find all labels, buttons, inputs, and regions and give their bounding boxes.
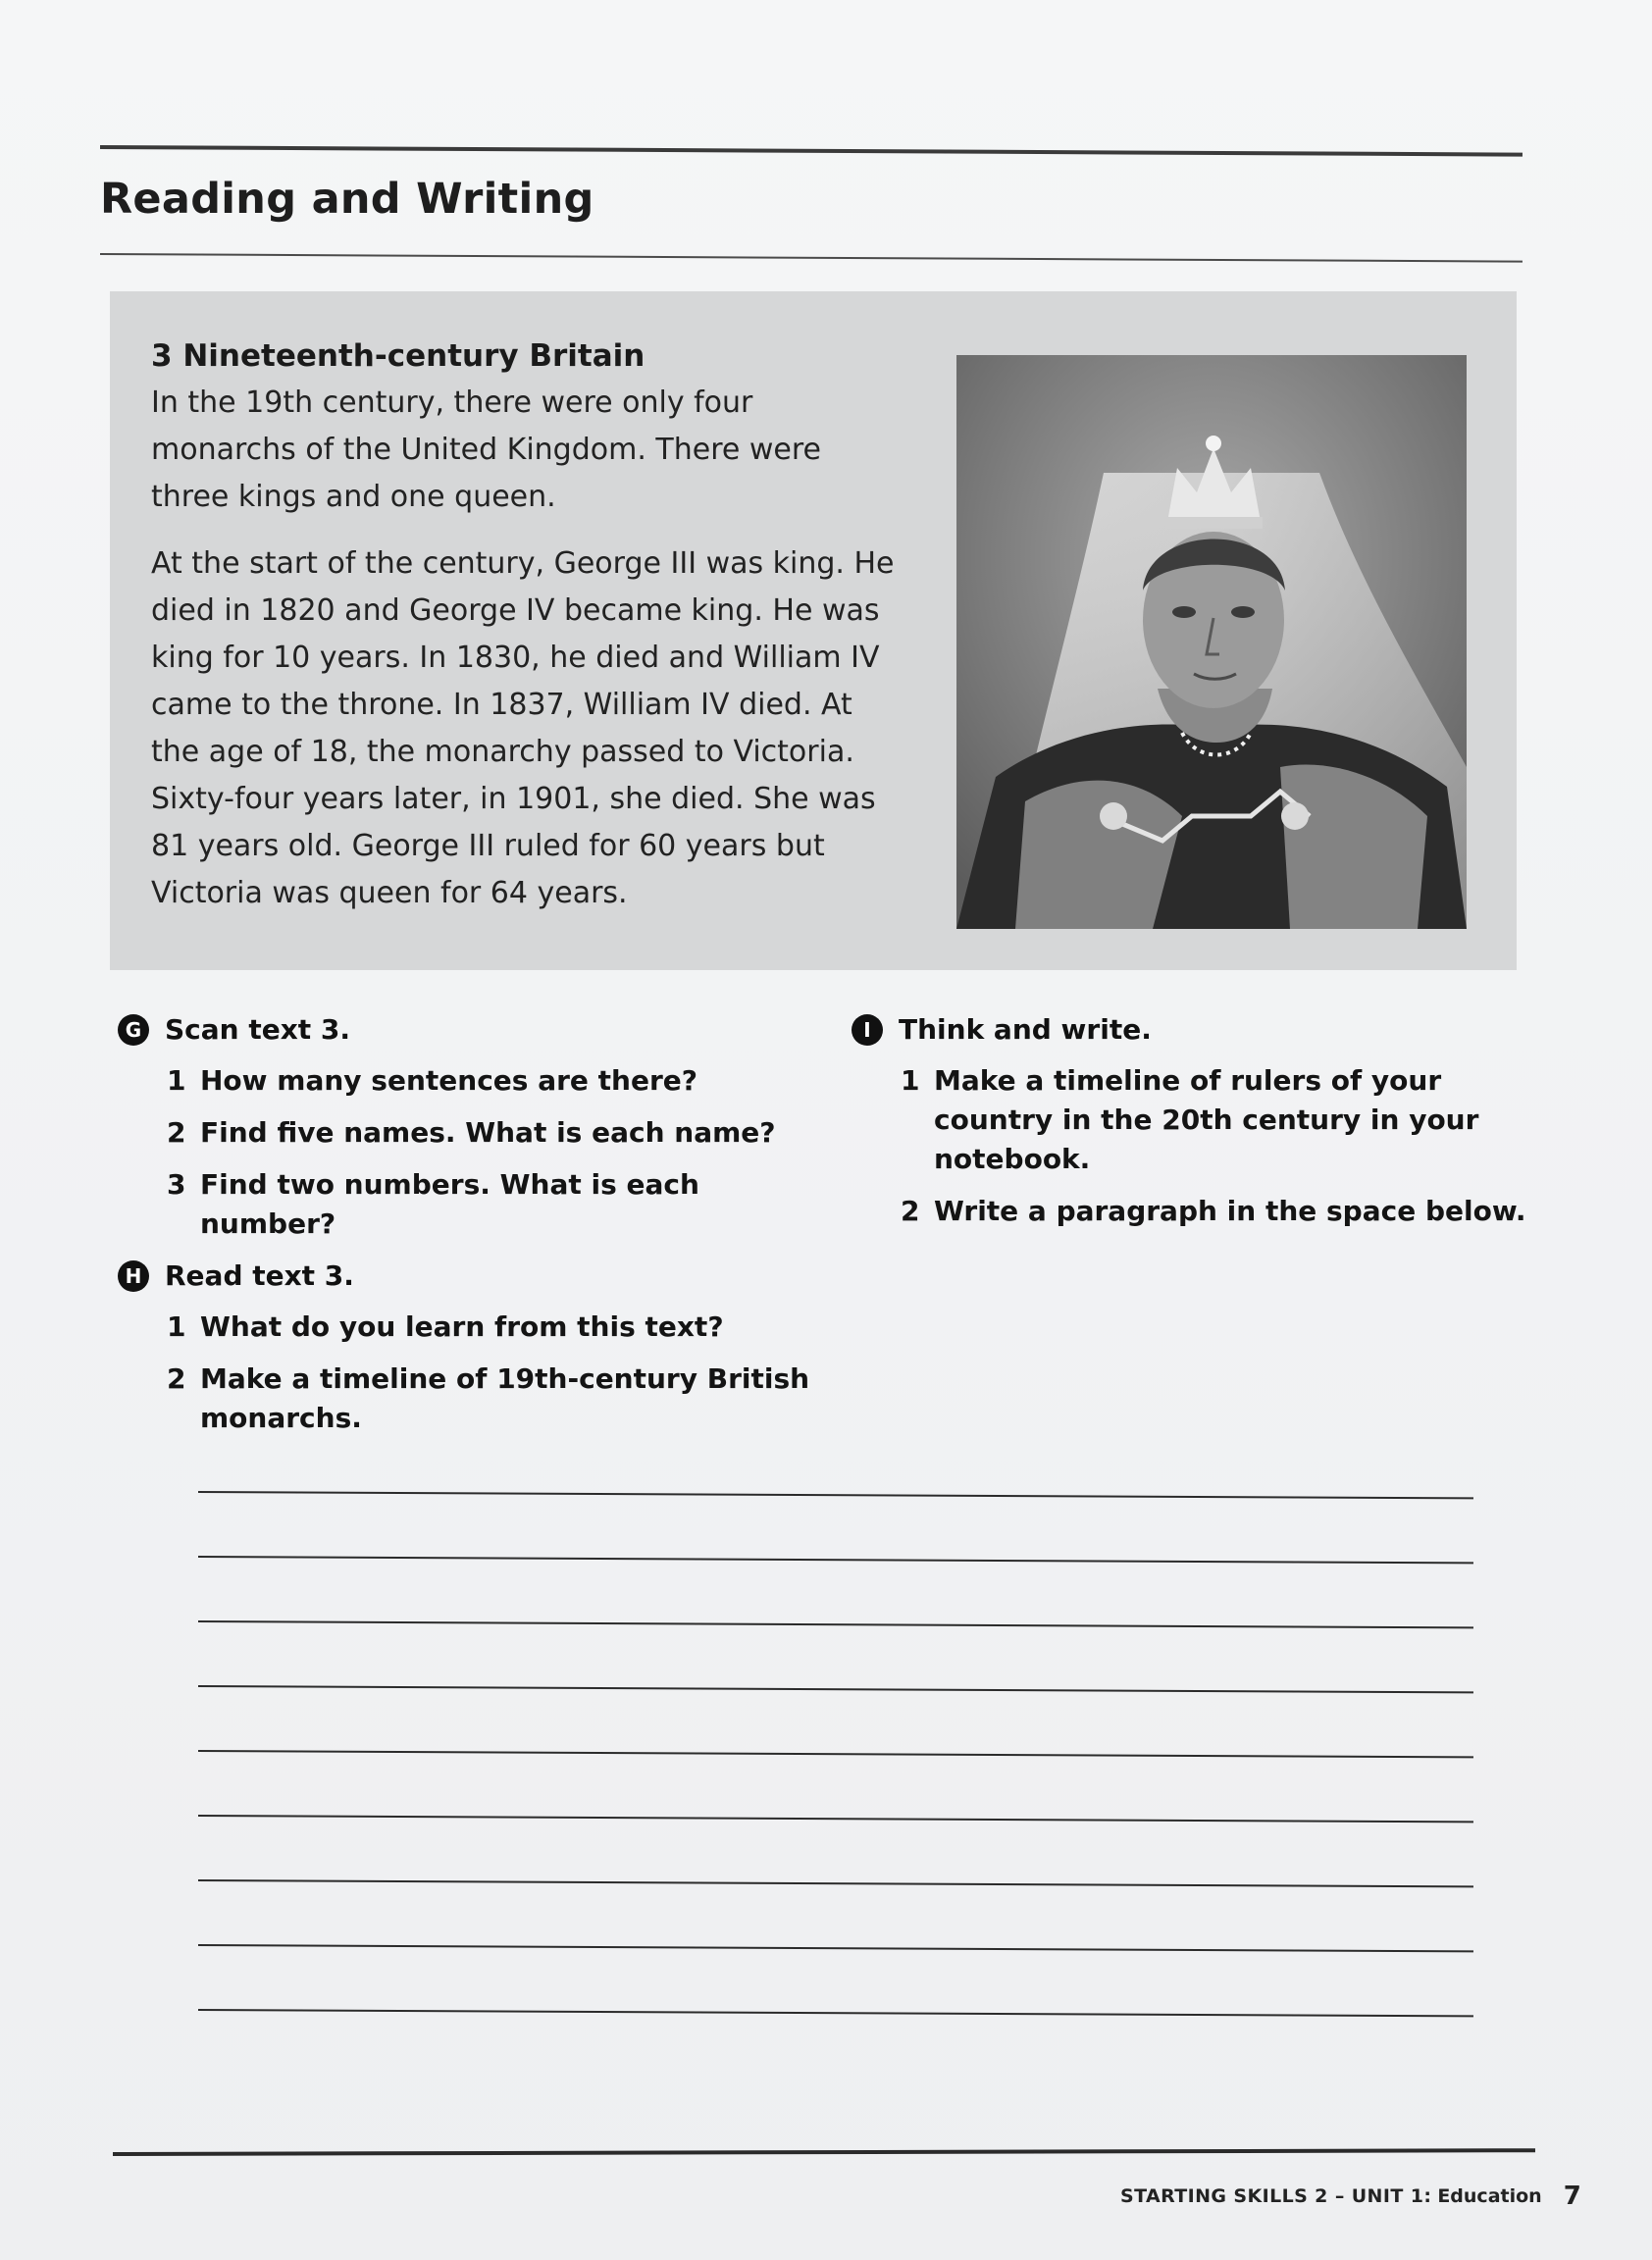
question — [167, 1113, 804, 1153]
writing-line[interactable] — [198, 1879, 1473, 1887]
writing-line[interactable] — [198, 1944, 1473, 1952]
title-rule — [100, 253, 1523, 263]
question — [901, 1061, 1538, 1179]
question — [167, 1061, 804, 1101]
question-text: How many sentences are there? — [200, 1064, 697, 1097]
task-i-heading — [852, 1013, 1538, 1046]
question-text: What do you learn from this text? — [200, 1310, 724, 1343]
question-text: Write a paragraph in the space below. — [934, 1195, 1526, 1227]
question-text: Find five names. What is each name? — [200, 1116, 776, 1149]
reading-text-column — [151, 338, 897, 937]
question-text: Make a timeline of 19th-century British monarchs. — [200, 1362, 810, 1434]
task-g-heading — [118, 1013, 804, 1046]
question — [167, 1308, 824, 1347]
writing-lines[interactable] — [198, 1491, 1473, 2040]
footer-topic: Education — [1437, 2185, 1542, 2207]
task-badge-i: I — [852, 1014, 883, 1046]
section-title: Reading and Writing — [100, 175, 594, 224]
task-i-title: Think and write. — [899, 1013, 1152, 1046]
footer-series: STARTING SKILLS 2 – UNIT 1: — [1120, 2185, 1432, 2207]
question — [167, 1165, 804, 1244]
page-footer — [1120, 2182, 1581, 2211]
question-number: 2 — [901, 1195, 920, 1227]
top-rule — [100, 145, 1523, 157]
task-badge-g: G — [118, 1014, 149, 1046]
writing-line[interactable] — [198, 1491, 1473, 1499]
task-h — [118, 1259, 824, 1451]
question-number: 1 — [167, 1310, 186, 1343]
reading-paragraph: In the 19th century, there were only four monarchs of the United Kingdom. There were three kings and one queen. — [151, 385, 821, 514]
queen-victoria-portrait — [956, 355, 1467, 929]
writing-line[interactable] — [198, 1815, 1473, 1823]
question — [167, 1360, 824, 1438]
question-number: 2 — [167, 1362, 186, 1395]
reading-paragraph: At the start of the century, George III was king. He died in 1820 and George IV became king. He was king for 10 years. In 1830, he died and William IV came to the throne. In 1837, William IV died. At the age of 18, the monarchy passed to Victoria. Sixty-four years later, in 1901, she died. She was 81 years old. George III ruled for 60 years but Victoria was queen for 64 years. — [151, 546, 895, 910]
portrait-illustration — [956, 355, 1467, 929]
question-number: 1 — [167, 1064, 186, 1097]
question-number: 3 — [167, 1168, 186, 1201]
writing-line[interactable] — [198, 2009, 1473, 2017]
question-number: 1 — [901, 1064, 920, 1097]
question — [901, 1192, 1538, 1231]
writing-line[interactable] — [198, 1620, 1473, 1628]
bottom-rule — [113, 2148, 1535, 2156]
task-g — [118, 1013, 804, 1257]
reading-title: 3 Nineteenth-century Britain — [151, 338, 645, 374]
reading-text-panel — [110, 291, 1517, 970]
writing-line[interactable] — [198, 1556, 1473, 1564]
page-number: 7 — [1563, 2182, 1581, 2211]
question-text: Find two numbers. What is each number? — [200, 1168, 699, 1240]
writing-line[interactable] — [198, 1750, 1473, 1758]
question-number: 2 — [167, 1116, 186, 1149]
task-badge-h: H — [118, 1260, 149, 1292]
task-i — [852, 1013, 1538, 1244]
task-g-title: Scan text 3. — [165, 1013, 351, 1046]
question-text: Make a timeline of rulers of your country in the 20th century in your notebook. — [934, 1064, 1479, 1175]
task-h-title: Read text 3. — [165, 1259, 354, 1292]
writing-line[interactable] — [198, 1685, 1473, 1693]
task-h-heading — [118, 1259, 824, 1292]
